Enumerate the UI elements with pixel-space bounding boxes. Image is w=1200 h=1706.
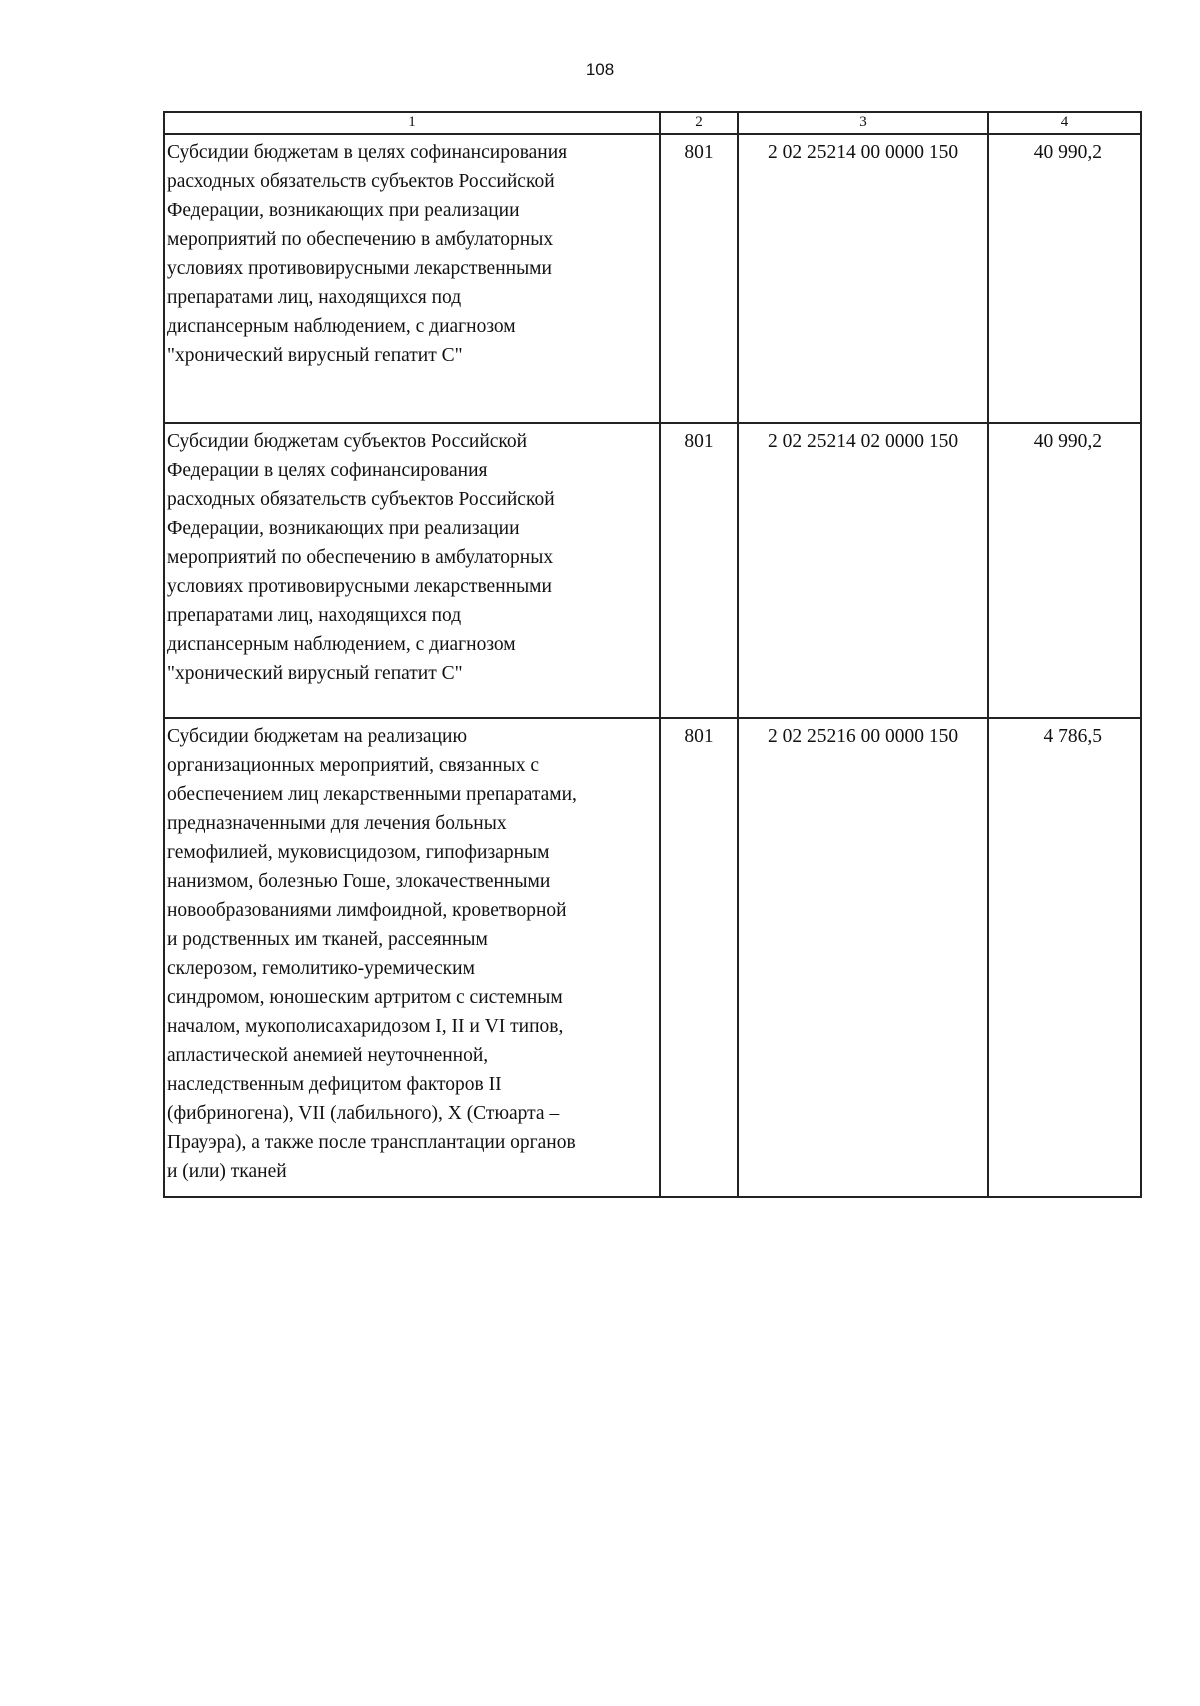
column-number-4: 4 [988, 112, 1141, 134]
income-description-text: Субсидии бюджетам в целях софинансирования расходных обязательств субъектов Российской Федерации, возникающих при реализации мероприятий по обеспечению в амбулаторных условиях противовирусными лекарственными препаратами лиц, находящихся под диспансерным наблюдением, с диагнозом "хронический вирусный гепатит С" [167, 142, 568, 366]
income-description-text: Субсидии бюджетам на реализацию организационных мероприятий, связанных с обеспечением лиц лекарственными препаратами, предназначенными для лечения больных гемофилией, муковисцидозом, гипофизарным нанизмом, болезнью Гоше, злокачественными новообразованиями лимфоидной, кроветворной и родственных им тканей, рассеянным склерозом, гемолитико-уремическим синдромом, юношеским артритом с системным началом, мукополисахаридозом I, II и VI типов, апластической анемией неуточненной, наследственным дефицитом факторов II (фибриногена), VII (лабильного), X (Стюарта – Прауэра), а также после трансплантации органов и (или) тканей [167, 726, 577, 1182]
income-description [164, 423, 660, 718]
column-number-row [164, 112, 1141, 134]
table-row [164, 423, 1141, 718]
budget-classification-code: 2 02 25214 02 0000 150 [738, 423, 988, 718]
admin-code: 801 [660, 423, 738, 718]
amount: 40 990,2 [988, 134, 1141, 423]
table-row [164, 134, 1141, 423]
budget-table [163, 111, 1142, 1198]
income-description [164, 718, 660, 1197]
amount: 4 786,5 [988, 718, 1141, 1197]
admin-code: 801 [660, 718, 738, 1197]
table-row [164, 718, 1141, 1197]
income-description-text: Субсидии бюджетам субъектов Российской Федерации в целях софинансирования расходных обязательств субъектов Российской Федерации, возникающих при реализации мероприятий по обеспечению в амбулаторных условиях противовирусными лекарственными препаратами лиц, находящихся под диспансерным наблюдением, с диагнозом "хронический вирусный гепатит С" [167, 431, 555, 684]
page-number: 108 [585, 60, 615, 79]
column-number-3: 3 [738, 112, 988, 134]
column-number-2: 2 [660, 112, 738, 134]
budget-classification-code: 2 02 25214 00 0000 150 [738, 134, 988, 423]
income-description [164, 134, 660, 423]
admin-code: 801 [660, 134, 738, 423]
column-number-1: 1 [164, 112, 660, 134]
budget-classification-code: 2 02 25216 00 0000 150 [738, 718, 988, 1197]
amount: 40 990,2 [988, 423, 1141, 718]
